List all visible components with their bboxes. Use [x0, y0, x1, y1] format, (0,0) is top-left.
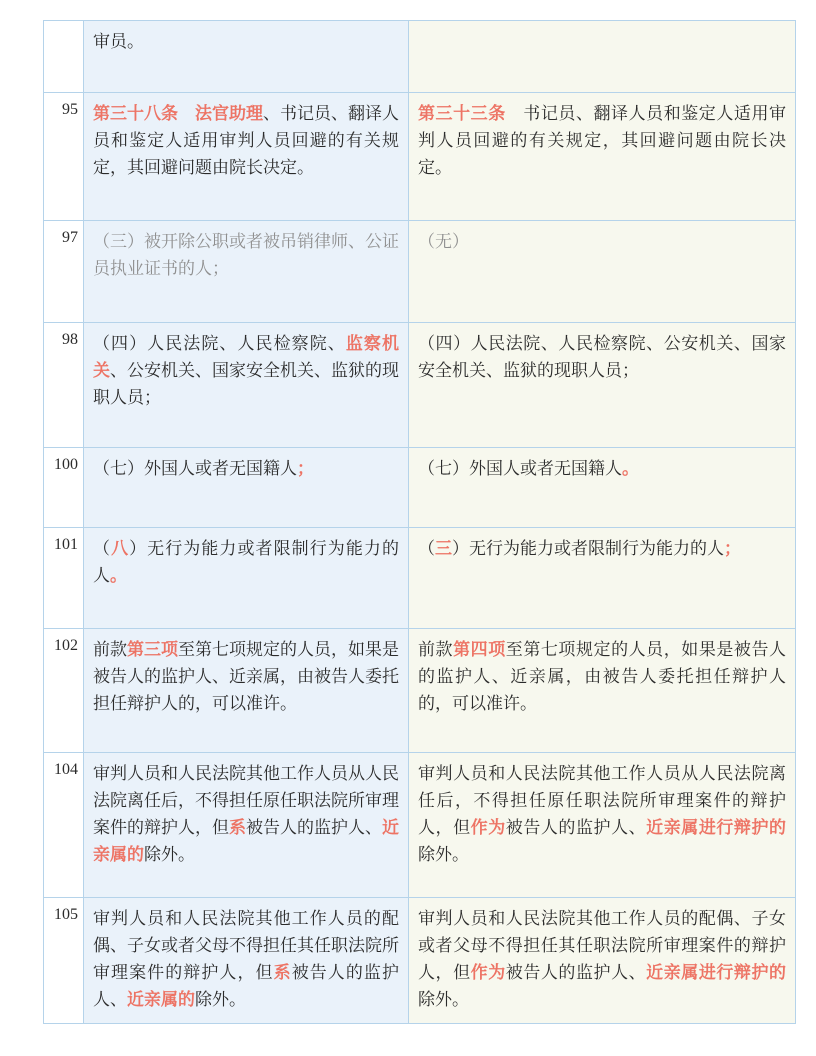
changed-text-segment: 。	[622, 459, 639, 478]
text-segment: （四）人民法院、人民检察院、公安机关、国家安全机关、监狱的现职人员；	[418, 334, 786, 380]
row-number-cell: 100	[44, 448, 84, 528]
text-segment: 被告人的监护人、	[505, 818, 647, 837]
table-row	[44, 323, 796, 448]
text-segment: 审判人员和人民法院其他工作人员从人民法院离任后，不得担任原任职法院所审理案件的辩护人，但	[418, 764, 786, 837]
changed-text-segment: 三	[435, 539, 452, 558]
text-segment: 、书记员、翻译人员和鉴定人适用审判人员回避的有关规定，其回避问题由院长决定。	[93, 104, 399, 177]
new-version-cell	[409, 448, 796, 528]
changed-text-segment: ；	[724, 539, 741, 558]
changed-text-segment: 第三项	[127, 640, 178, 659]
text-segment: 前款	[418, 640, 454, 659]
text-segment: 除外。	[418, 990, 469, 1009]
row-number-cell: 98	[44, 323, 84, 448]
row-number-cell: 95	[44, 93, 84, 221]
text-segment: 审判人员和人民法院其他工作人员的配偶、子女或者父母不得担任其任职法院所审理案件的辩护人，但	[93, 909, 399, 982]
changed-text-segment: 近亲属的	[127, 990, 195, 1009]
old-version-cell	[84, 93, 409, 221]
old-version-cell	[84, 21, 409, 93]
old-version-cell	[84, 221, 409, 323]
old-version-cell	[84, 629, 409, 753]
new-version-cell	[409, 221, 796, 323]
old-version-cell	[84, 528, 409, 629]
text-segment: （	[93, 539, 112, 558]
changed-text-segment: 近亲属进行辩护的	[646, 963, 787, 982]
table-row	[44, 753, 796, 898]
row-number-cell: 101	[44, 528, 84, 629]
old-version-cell	[84, 448, 409, 528]
changed-text-segment: 。	[110, 566, 127, 585]
table-row	[44, 528, 796, 629]
text-segment: （四）人民法院、人民检察院、	[93, 334, 346, 353]
text-segment: 、公安机关、国家安全机关、监狱的现职人员；	[93, 361, 399, 407]
new-version-cell	[409, 21, 796, 93]
text-segment: 审员。	[93, 32, 144, 51]
old-version-cell	[84, 753, 409, 898]
row-number-cell	[44, 21, 84, 93]
changed-text-segment: 作为	[470, 963, 506, 982]
text-segment: （七）外国人或者无国籍人	[93, 459, 297, 478]
changed-text-segment: 第三十三条	[418, 104, 506, 123]
text-segment: （三）被开除公职或者被吊销律师、公证员执业证书的人；	[93, 232, 399, 278]
changed-text-segment: 近亲属进行辩护的	[646, 818, 787, 837]
text-segment: 被告人的监护人、	[93, 963, 399, 1009]
changed-text-segment: 近亲属的	[93, 818, 399, 864]
changed-text-segment: 第四项	[453, 640, 506, 659]
text-segment: 前款	[93, 640, 127, 659]
text-segment: 被告人的监护人、	[505, 963, 647, 982]
text-segment: ）无行为能力或者限制行为能力的人	[452, 539, 724, 558]
table-row	[44, 629, 796, 753]
text-segment: 至第七项规定的人员，如果是被告人的监护人、近亲属，由被告人委托担任辩护人的，可以准许。	[418, 640, 787, 713]
row-number-cell: 97	[44, 221, 84, 323]
changed-text-segment: 八	[111, 539, 130, 558]
new-version-cell	[409, 323, 796, 448]
new-version-cell	[409, 629, 796, 753]
changed-text-segment: 系	[273, 963, 292, 982]
changed-text-segment: ；	[297, 459, 314, 478]
table-row	[44, 21, 796, 93]
text-segment: 除外。	[144, 845, 195, 864]
changed-text-segment: 第三十八条 法官助理	[93, 104, 263, 123]
table-row	[44, 221, 796, 323]
changed-text-segment: 系	[229, 818, 246, 837]
text-segment: 至第七项规定的人员，如果是被告人的监护人、近亲属，由被告人委托担任辩护人的，可以准许。	[93, 640, 399, 713]
changed-text-segment: 监察机关	[93, 334, 399, 380]
text-segment: 被告人的监护人、	[246, 818, 382, 837]
text-segment: 审判人员和人民法院其他工作人员的配偶、子女或者父母不得担任其任职法院所审理案件的辩护人，但	[418, 909, 786, 982]
table-row	[44, 448, 796, 528]
old-version-cell	[84, 323, 409, 448]
new-version-cell	[409, 753, 796, 898]
text-segment: 审判人员和人民法院其他工作人员从人民法院离任后，不得担任原任职法院所审理案件的辩护人，但	[93, 764, 399, 837]
changed-text-segment: 作为	[470, 818, 506, 837]
row-number-cell: 105	[44, 898, 84, 1024]
new-version-cell	[409, 93, 796, 221]
text-segment: ）无行为能力或者限制行为能力的人	[93, 539, 399, 585]
text-segment: （无）	[418, 232, 469, 251]
table-row	[44, 898, 796, 1024]
text-segment: （	[418, 539, 435, 558]
old-version-cell	[84, 898, 409, 1024]
text-segment: 书记员、翻译人员和鉴定人适用审判人员回避的有关规定，其回避问题由院长决定。	[418, 104, 786, 177]
new-version-cell	[409, 528, 796, 629]
row-number-cell: 104	[44, 753, 84, 898]
text-segment: 除外。	[195, 990, 246, 1009]
law-comparison-table	[43, 20, 796, 1024]
text-segment: 除外。	[418, 845, 469, 864]
row-number-cell: 102	[44, 629, 84, 753]
text-segment: （七）外国人或者无国籍人	[418, 459, 622, 478]
comparison-table-body	[44, 21, 796, 1024]
new-version-cell	[409, 898, 796, 1024]
table-row	[44, 93, 796, 221]
